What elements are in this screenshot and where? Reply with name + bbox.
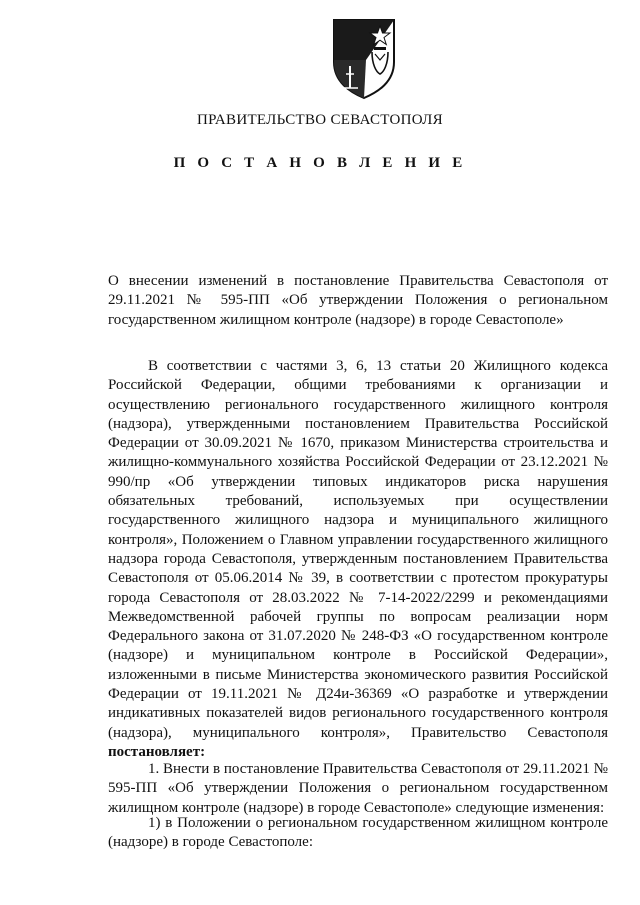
preamble-text: В соответствии с частями 3, 6, 13 статьи 20 Жилищного кодекса Российской Федерации, общими требованиями к организации и осуществлению регионального государственного жилищного контроля (надзора), утвержденными постановлением Правительства Российской Федерации от 30.09.2021 № 1670, приказом Министерства строительства и жилищно-коммунального хозяйства Российской Федерации от 23.12.2021 № 990/пр «Об утверждении типовых индикаторов риска нарушения обязательных требований, используемых при осуществлении государственного жилищного надзора и муниципального жилищного контроля», Положением о Главном управлении государственного жилищного надзора города Севастополя, утвержденным постановлением Правительства Севастополя от 05.06.2014 № 39, в соответствии с протестом прокуратуры города Севастополя от 28.03.2022 № 7-14-2022/2299 и рекомендациями Межведомственной рабочей группы по вопросам реализации норм Федерального закона от 31.07.2020 № 248-ФЗ «О государственном контроле (надзоре) и муниципальном контроле в Российской Федерации», изложенными в письме Министерства экономического развития Российской Федерации от 19.11.2021 № Д24и-36369 «О разработке и утверждении индикативных показателей видов регионального государственного контроля (надзора), муниципального контроля», Правительство Севастополя: [108, 358, 608, 741]
document-type-title: П О С Т А Н О В Л Е Н И Е: [173, 155, 467, 171]
item-1-1-paragraph: 1) в Положении о региональном государственном жилищном контроле (надзоре) в городе Севастополе:: [108, 815, 608, 851]
resolves-keyword: постановляет:: [108, 743, 206, 760]
government-title: ПРАВИТЕЛЬСТВО СЕВАСТОПОЛЯ: [197, 112, 443, 128]
sevastopol-coat-of-arms-icon: [328, 16, 400, 100]
preamble-paragraph: [108, 357, 608, 762]
document-subject: О внесении изменений в постановление Правительства Севастополя от 29.11.2021 № 595-ПП «Об утверждении Положения о региональном государственном жилищном контроле (надзоре) в городе Севастополе»: [108, 273, 608, 328]
item-1-paragraph: 1. Внести в постановление Правительства Севастополя от 29.11.2021 № 595-ПП «Об утверждении Положения о региональном государственном жилищном контроле (надзоре) в городе Севастополе» следующие изменения:: [108, 761, 608, 816]
